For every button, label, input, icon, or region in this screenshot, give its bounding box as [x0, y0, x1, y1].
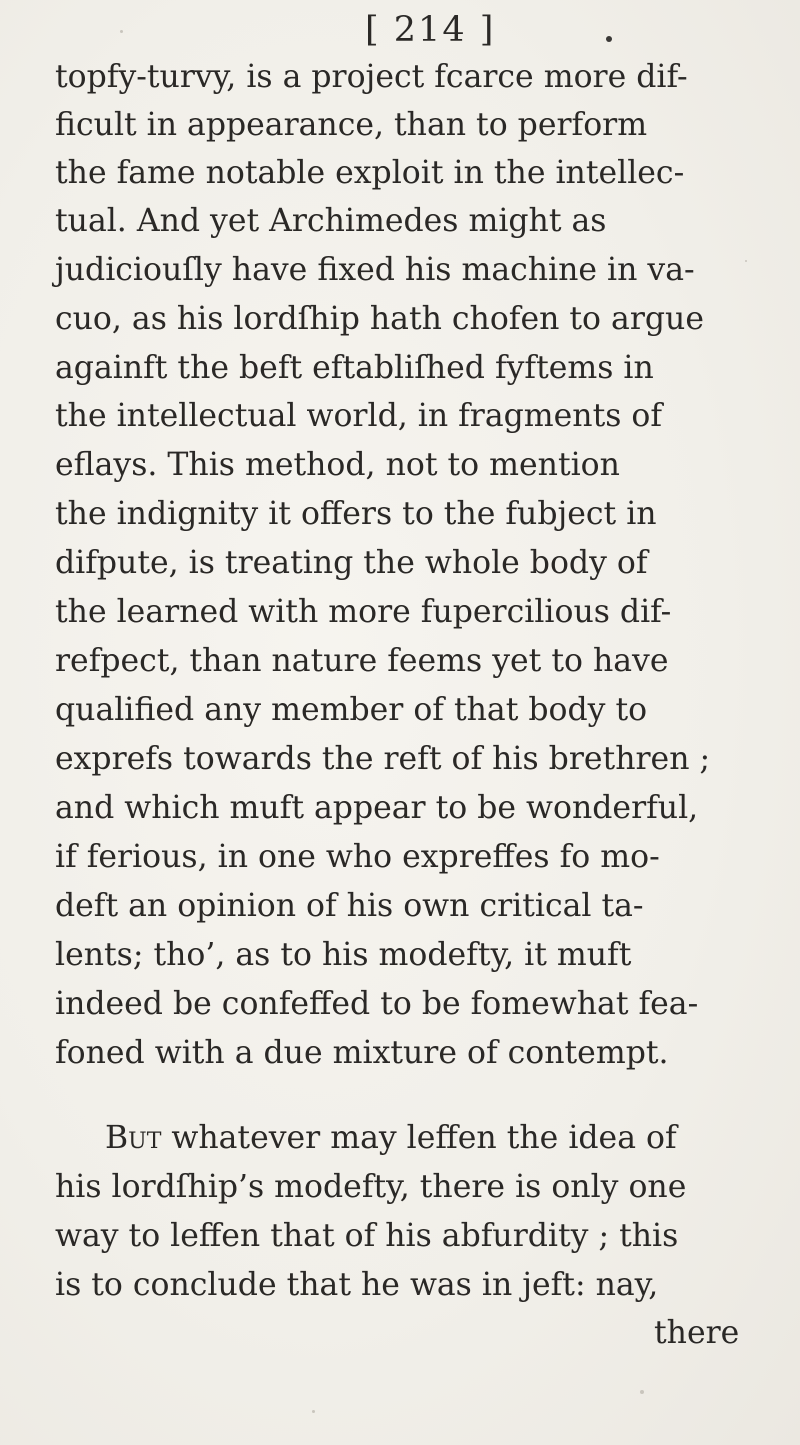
text-line: cuo, as his lordſhip hath chofen to argue [55, 301, 704, 337]
text-line: tual. And yet Archimedes might as [55, 203, 607, 239]
text-line: his lordſhip’s modefty, there is only one [55, 1169, 687, 1205]
text-line: the indignity it offers to the fubject in [55, 496, 657, 532]
paper-speck [312, 1410, 315, 1413]
text-line: the learned with more fupercilious dif- [55, 594, 672, 630]
text-line: if ferious, in one who expreffes fo mo- [55, 839, 660, 875]
paragraph-first-line-rest: whatever may leffen the idea of [161, 1120, 677, 1156]
paper-speck [640, 1390, 644, 1394]
text-line: topfy-turvy, is a project fcarce more dif- [55, 59, 688, 95]
text-line: refpect, than nature feems yet to have [55, 643, 669, 679]
catchword: there [654, 1315, 740, 1351]
text-line: the intellectual world, in fragments of [55, 398, 663, 434]
text-line: the fame notable exploit in the intellec- [55, 155, 685, 191]
text-line: ficult in appearance, than to perform [55, 107, 648, 143]
paper-speck [745, 260, 747, 262]
printer-mark [606, 36, 612, 42]
text-line: eflays. This method, not to mention [55, 447, 620, 483]
text-line: judiciouſly have fixed his machine in va- [55, 252, 695, 288]
text-line: lents; tho’, as to his modefty, it muft [55, 937, 632, 973]
text-line: foned with a due mixture of contempt. [55, 1035, 669, 1071]
text-line: is to conclude that he was in jeft: nay, [55, 1267, 659, 1303]
paragraph-lead-word: But [105, 1120, 162, 1156]
text-line: againft the beft eftabliſhed fyftems in [55, 350, 654, 386]
page-number: [ 214 ] [365, 10, 496, 50]
text-line: way to leffen that of his abfurdity ; this [55, 1218, 679, 1254]
paragraph-first-line [105, 1117, 677, 1159]
text-line: exprefs towards the reft of his brethren ; [55, 741, 711, 777]
text-line: and which muft appear to be wonderful, [55, 790, 699, 826]
paper-speck [120, 30, 123, 33]
text-line: indeed be confeffed to be fomewhat fea- [55, 986, 699, 1022]
text-line: deft an opinion of his own critical ta- [55, 888, 644, 924]
text-line: difpute, is treating the whole body of [55, 545, 648, 581]
text-line: qualified any member of that body to [55, 692, 648, 728]
